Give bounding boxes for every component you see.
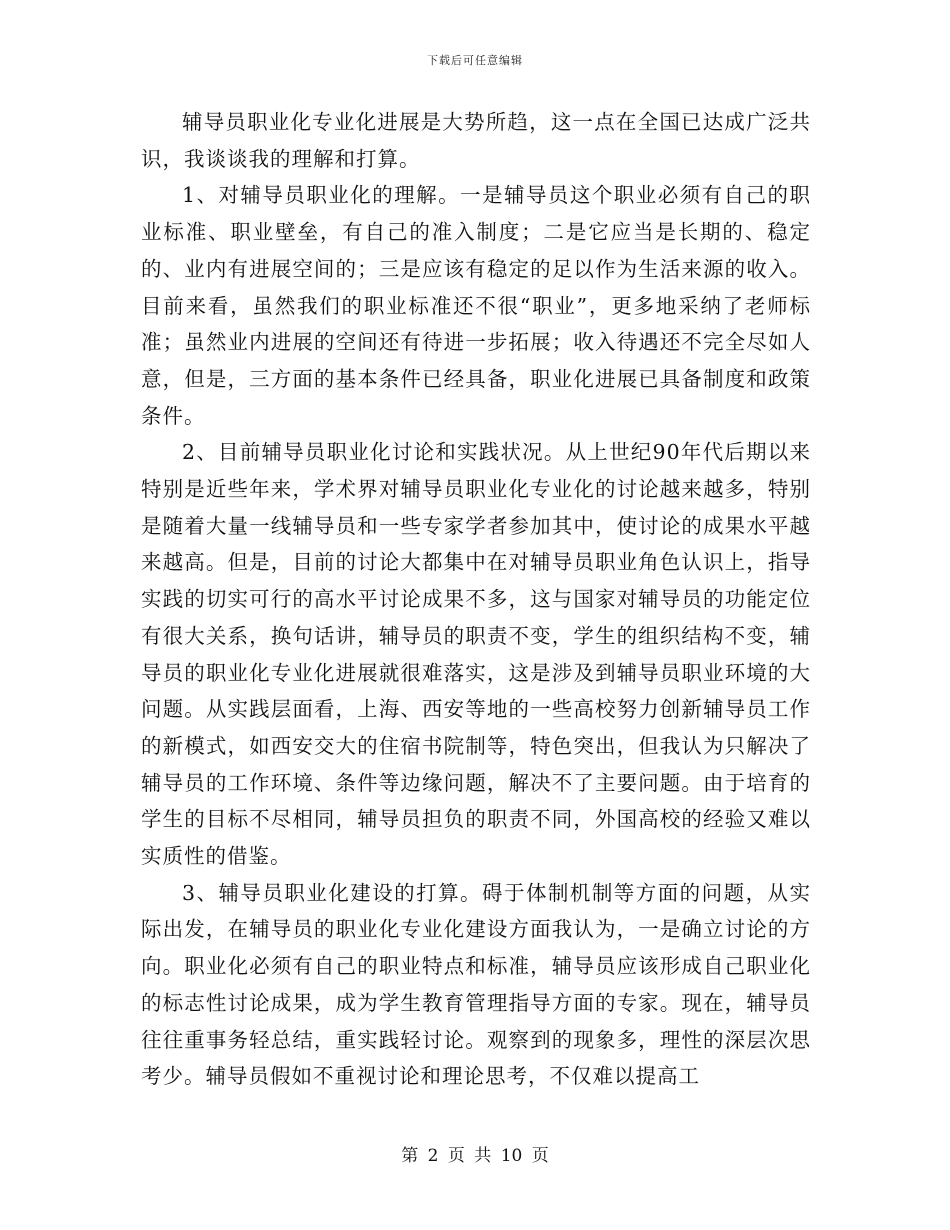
page-number-footer: 第 2 页 共 10 页 [401, 1146, 549, 1166]
document-body [141, 104, 811, 1095]
paragraph-section-3: 3、辅导员职业化建设的打算。碍于体制机制等方面的问题，从实际出发，在辅导员的职业化专业化建设方面我认为，一是确立讨论的方向。职业化必须有自己的职业特点和标准，辅导员应该形成自己职业化的标志性讨论成果，成为学生教育管理指导方面的专家。现在，辅导员往往重事务轻总结，重实践轻讨论。观察到的现象多，理性的深层次思考少。辅导员假如不重视讨论和理论思考，不仅难以提高工 [141, 880, 811, 1089]
page-header: 下载后可任意编辑 [427, 54, 523, 67]
paragraph-section-1: 1、对辅导员职业化的理解。一是辅导员这个职业必须有自己的职业标准、职业壁垒，有自己的准入制度；二是它应当是长期的、稳定的、业内有进展空间的；三是应该有稳定的足以作为生活来源的收入。目前来看，虽然我们的职业标准还不很“职业”，更多地采纳了老师标准；虽然业内进展的空间还有待进一步拓展；收入待遇还不完全尽如人意，但是，三方面的基本条件已经具备，职业化进展已具备制度和政策条件。 [141, 183, 811, 428]
paragraph-intro: 辅导员职业化专业化进展是大势所趋，这一点在全国已达成广泛共识，我谈谈我的理解和打算。 [141, 110, 811, 171]
paragraph-section-2: 2、目前辅导员职业化讨论和实践状况。从上世纪90年代后期以来特别是近些年来，学术界对辅导员职业化专业化的讨论越来越多，特别是随着大量一线辅导员和一些专家学者参加其中，使讨论的成果水平越来越高。但是，目前的讨论大都集中在对辅导员职业角色认识上，指导实践的切实可行的高水平讨论成果不多，这与国家对辅导员的功能定位有很大关系，换句话讲，辅导员的职责不变，学生的组织结构不变，辅导员的职业化专业化进展就很难落实，这是涉及到辅导员职业环境的大问题。从实践层面看，上海、西安等地的一些高校努力创新辅导员工作的新模式，如西安交大的住宿书院制等，特色突出，但我认为只解决了辅导员的工作环境、条件等边缘问题，解决不了主要问题。由于培育的学生的目标不尽相同，辅导员担负的职责不同，外国高校的经验又难以实质性的借鉴。 [141, 440, 811, 869]
